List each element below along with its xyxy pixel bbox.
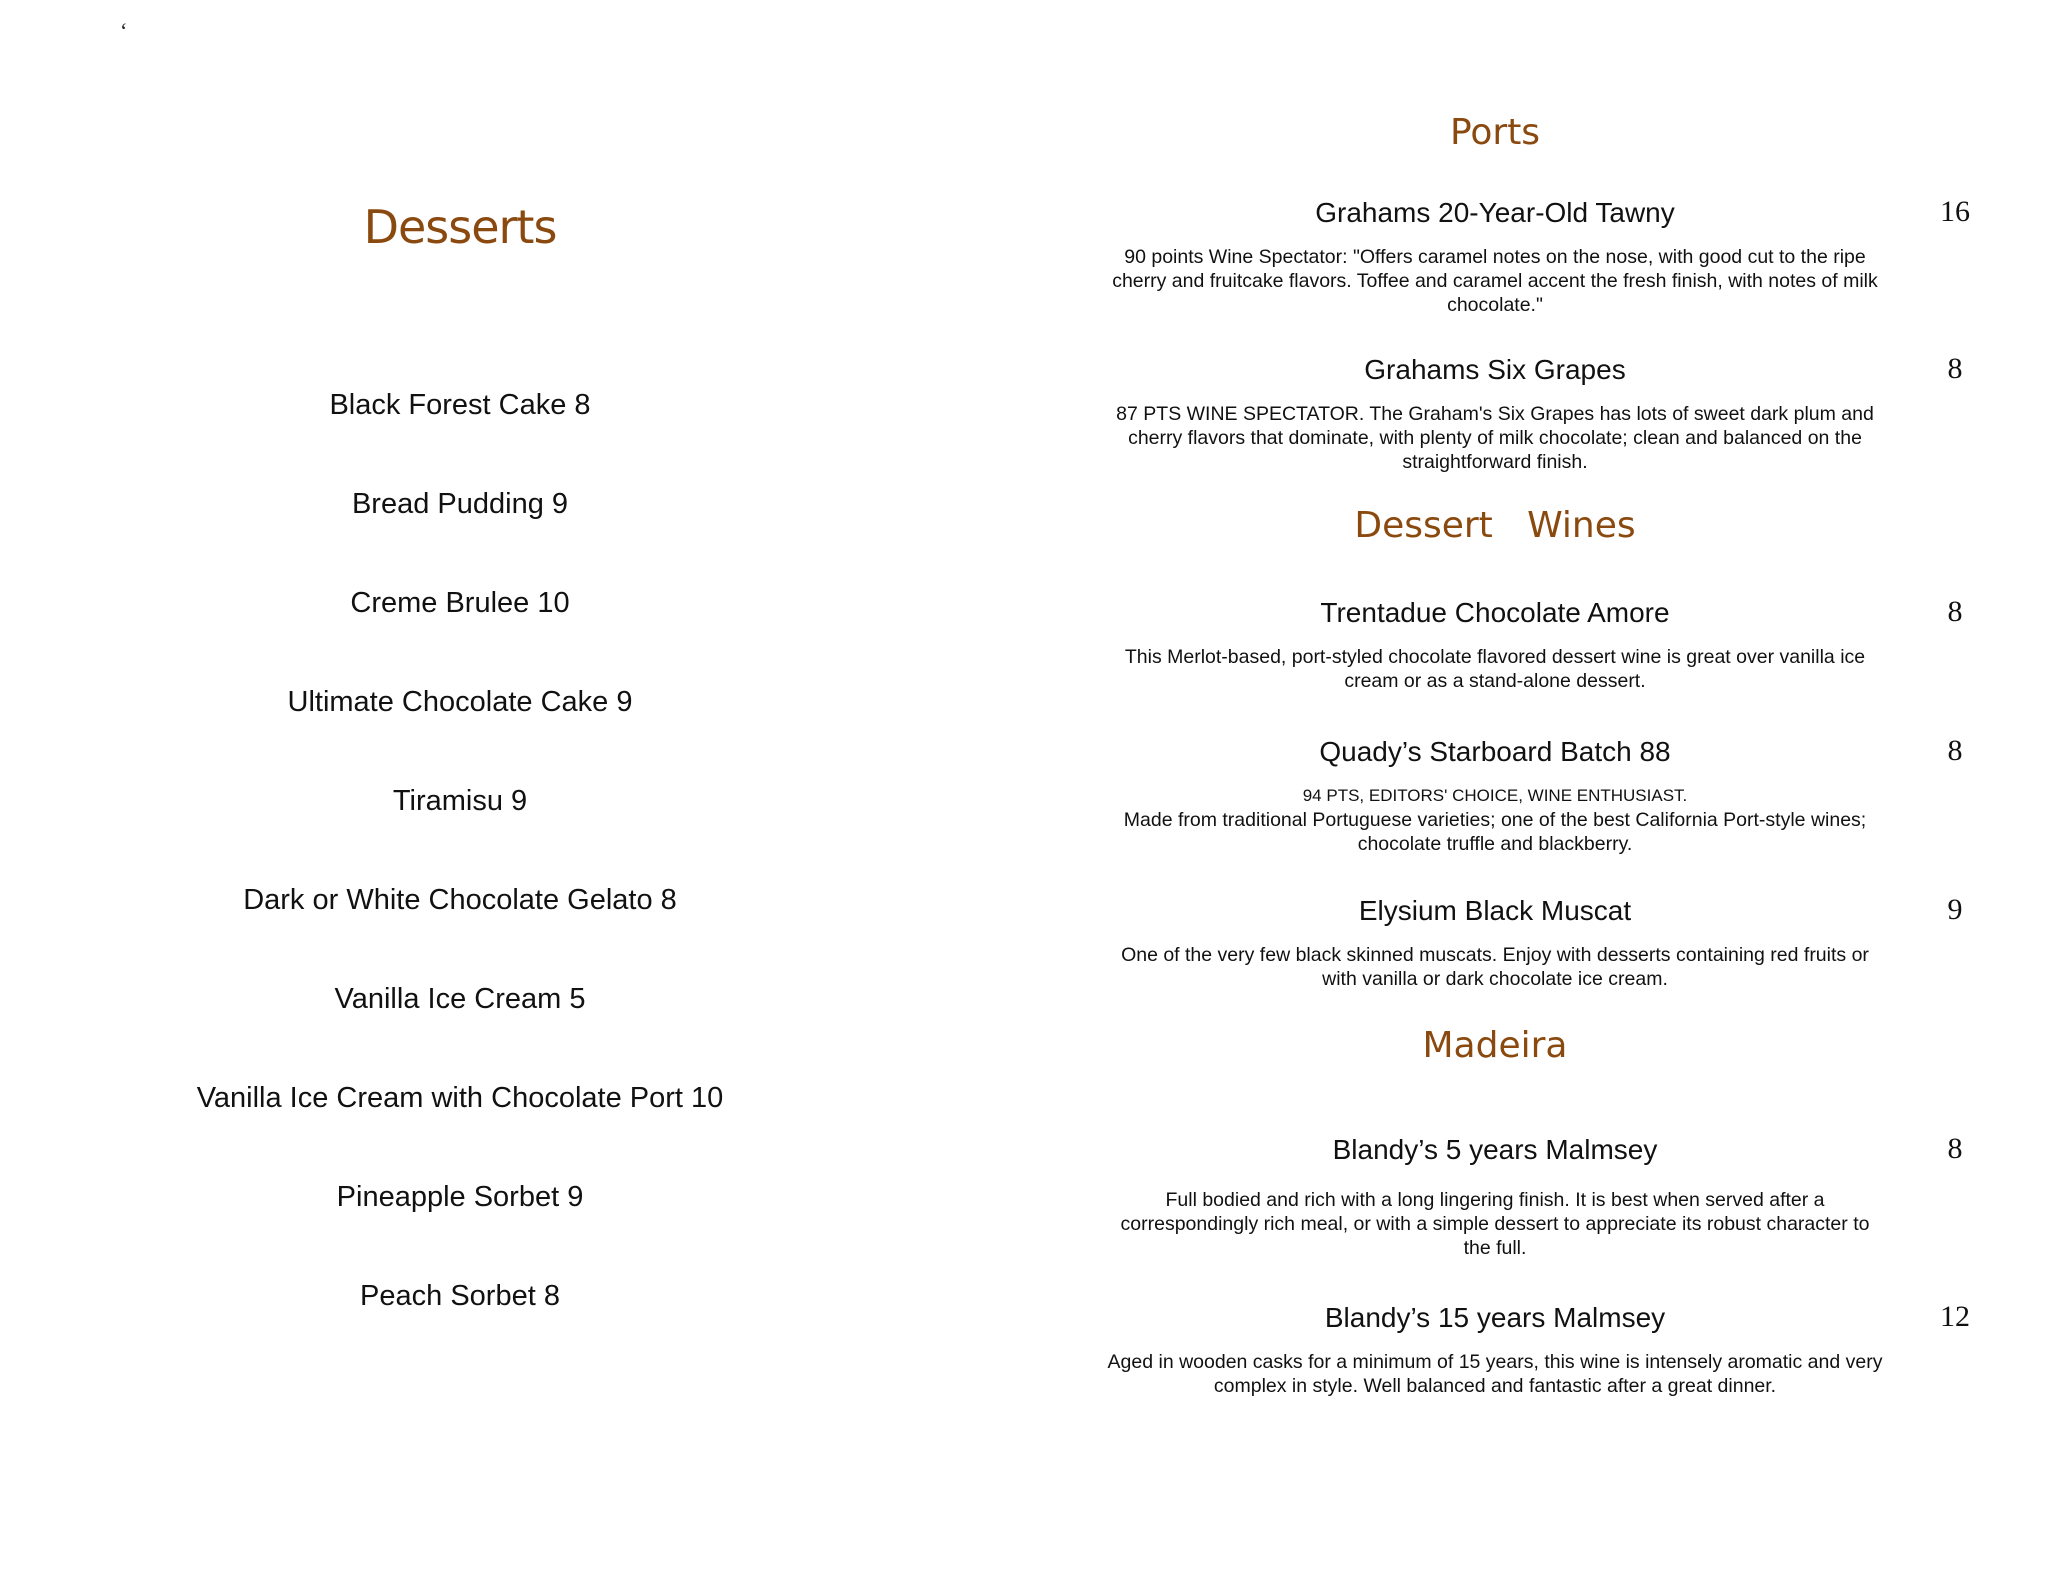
wine-name: Blandy’s 15 years Malmsey [1324,1302,1666,1333]
wine-price: 8 [1947,352,1963,385]
wine-entry-blandys-15 [1105,1298,2005,1398]
wine-entry-trentadue [1105,593,2005,693]
dessert-item: Bread Pudding 9 [351,488,569,520]
wine-name: Quady’s Starboard Batch 88 [1319,736,1671,767]
wine-price: 8 [1947,595,1963,628]
madeira-heading: Madeira [1422,1025,1568,1066]
wine-description: One of the very few black skinned muscats. Enjoy with desserts containing red fruits or with vanilla or dark chocolate ice cream. [1121,944,1869,990]
dessert-item: Peach Sorbet 8 [360,1280,560,1312]
wine-entry-elysium [1105,891,2005,991]
wine-rating: 94 PTS, EDITORS' CHOICE, WINE ENTHUSIAST. [1302,786,1688,805]
wine-description-text: Made from traditional Portuguese varieties; one of the best California Port-style wines; chocolate truffle and blackberry. [1123,809,1867,855]
wine-description: Full bodied and rich with a long lingering finish. It is best when served after a correspondingly rich meal, or with a simple dessert to appreciate its robust character to the full. [1120,1189,1870,1259]
wine-entry-grahams-tawny [1105,193,2005,317]
dessert-item: Dark or White Chocolate Gelato 8 [243,884,677,916]
wine-entry-quady-starboard [1105,732,2005,856]
wine-price: 8 [1947,734,1963,767]
dessert-list [130,380,790,1370]
dessert-item: Black Forest Cake 8 [329,389,591,421]
wine-name: Grahams Six Grapes [1364,354,1626,385]
dessert-item: Pineapple Sorbet 9 [336,1181,584,1213]
wine-name: Blandy’s 5 years Malmsey [1332,1134,1658,1165]
wine-price: 9 [1947,893,1963,926]
wine-price: 8 [1947,1132,1963,1165]
wine-description: 87 PTS WINE SPECTATOR. The Graham's Six Grapes has lots of sweet dark plum and cherry flavors that dominate, with plenty of milk chocolate; clean and balanced on the straightforward finish. [1116,403,1874,473]
wine-entry-grahams-six-grapes [1105,350,2005,474]
wine-description: This Merlot-based, port-styled chocolate flavored dessert wine is great over vanilla ice cream or as a stand-alone dessert. [1124,646,1866,692]
dessert-item: Vanilla Ice Cream 5 [334,983,586,1015]
dessert-item: Ultimate Chocolate Cake 9 [287,686,633,718]
wine-entry-blandys-5 [1105,1130,2005,1260]
desserts-heading: Desserts [363,200,557,254]
wine-name: Grahams 20-Year-Old Tawny [1315,197,1675,228]
wine-description [1105,784,1885,856]
wine-price: 16 [1940,195,1970,228]
dessert-item: Vanilla Ice Cream with Chocolate Port 10 [196,1082,724,1114]
stray-quote-mark: ‘ [120,18,128,43]
wine-price: 12 [1940,1300,1970,1333]
wine-description: 90 points Wine Spectator: "Offers caramel notes on the nose, with good cut to the ripe cherry and fruitcake flavors. Toffee and caramel accent the fresh finish, with notes of milk chocolate." [1112,246,1878,316]
dessert-item: Creme Brulee 10 [350,587,570,619]
wine-name: Elysium Black Muscat [1358,895,1632,926]
dessert-wines-heading: Dessert Wines [1354,505,1636,546]
wine-description: Aged in wooden casks for a minimum of 15 years, this wine is intensely aromatic and very complex in style. Well balanced and fantastic after a great dinner. [1107,1351,1883,1397]
wine-name: Trentadue Chocolate Amore [1320,597,1670,628]
dessert-item: Tiramisu 9 [392,785,528,817]
ports-heading: Ports [1449,112,1541,153]
